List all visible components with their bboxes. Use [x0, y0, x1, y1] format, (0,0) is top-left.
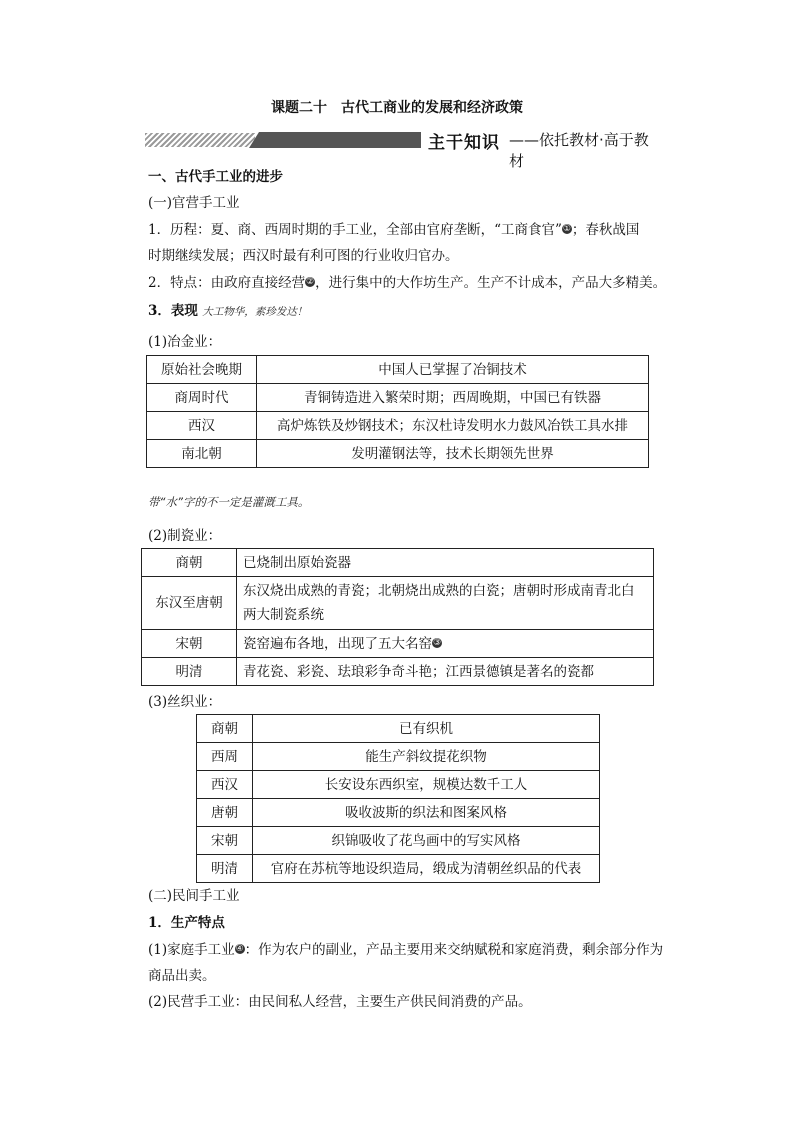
table-cell: 中国人已掌握了冶铜技术 — [257, 356, 649, 384]
table-row — [142, 577, 654, 630]
metal-label: (1)冶金业： — [148, 334, 222, 350]
sub-heading: 1．生产特点 — [148, 915, 225, 931]
table-cell: 东汉至唐朝 — [142, 577, 237, 630]
table-cell: 西周 — [197, 743, 253, 771]
silk-label: (3)丝织业： — [148, 694, 222, 710]
table-row — [147, 384, 649, 412]
table-cell: 原始社会晚期 — [147, 356, 257, 384]
silk-table — [196, 714, 600, 883]
porcelain-label: (2)制瓷业： — [148, 528, 222, 544]
table-row — [197, 715, 600, 743]
text: 瓷窑遍布各地，出现了五大名窑 — [243, 635, 432, 652]
porcelain-table — [141, 548, 654, 686]
table-cell: 商周时代 — [147, 384, 257, 412]
table-row — [197, 743, 600, 771]
text: ：作为农户的副业，产品主要用来交纳赋税和家庭消费，剩余部分作为 — [244, 942, 664, 958]
section-heading: 一、古代手工业的进步 — [148, 169, 283, 185]
table-row — [142, 658, 654, 686]
table-cell: 发明灌钢法等，技术长期领先世界 — [257, 440, 649, 468]
subsection-heading: (一)官营手工业 — [148, 195, 240, 211]
table-cell: 商朝 — [197, 715, 253, 743]
table-cell: 宋朝 — [197, 827, 253, 855]
handwritten-note: 大工物华，素珍发达！ — [202, 306, 308, 318]
table-row — [147, 412, 649, 440]
table-cell: 明清 — [142, 658, 237, 686]
table-cell: 南北朝 — [147, 440, 257, 468]
subsection-heading: (二)民间手工业 — [148, 888, 240, 904]
paragraph-history-1 — [148, 218, 639, 238]
footnote-marker: ③ — [432, 637, 442, 648]
table-cell: 青铜铸造进入繁荣时期；西周晚期，中国已有铁器 — [257, 384, 649, 412]
table-cell: 宋朝 — [142, 630, 237, 658]
paragraph-feature — [148, 271, 666, 291]
text: 2．特点：由政府直接经营 — [148, 275, 306, 291]
table-row — [197, 855, 600, 883]
table-row — [197, 771, 600, 799]
section-banner — [145, 128, 655, 170]
table-cell — [237, 630, 654, 658]
banner-subheading: ——依托教材·高于教材 — [509, 131, 649, 170]
table-cell: 东汉烧出成熟的青瓷；北朝烧出成熟的白瓷；唐朝时形成南青北白两大制瓷系统 — [237, 577, 654, 630]
banner-heading: 主干知识 — [428, 133, 500, 153]
handwritten-note: 带“水”字的不一定是灌溉工具。 — [148, 495, 310, 509]
paragraph-family-2: 商品出卖。 — [148, 968, 216, 984]
paragraph-history-2: 时期继续发展；西汉时最有利可图的行业收归官办。 — [148, 248, 459, 264]
table-cell: 高炉炼铁及炒钢技术；东汉杜诗发明水力鼓风冶铁工具水排 — [257, 412, 649, 440]
table-cell: 西汉 — [147, 412, 257, 440]
text: ，进行集中的大作坊生产。生产不计成本，产品大多精美。 — [315, 275, 667, 291]
table-row — [142, 630, 654, 658]
table-row — [142, 549, 654, 577]
table-row — [197, 827, 600, 855]
table-cell: 青花瓷、彩瓷、珐琅彩争奇斗艳；江西景德镇是著名的瓷都 — [237, 658, 654, 686]
table-row — [147, 356, 649, 384]
banner-stripe — [145, 133, 255, 147]
metal-table — [146, 355, 649, 468]
table-cell: 明清 — [197, 855, 253, 883]
paragraph-family-1 — [148, 938, 663, 958]
page-title: 课题二十 古代工商业的发展和经济政策 — [271, 100, 523, 116]
table-cell: 织锦吸收了花鸟画中的写实风格 — [253, 827, 600, 855]
footnote-marker: ① — [562, 224, 571, 234]
table-row — [147, 440, 649, 468]
banner-bar — [259, 132, 421, 148]
table-cell: 商朝 — [142, 549, 237, 577]
table-cell: 长安设东西织室，规模达数千工人 — [253, 771, 600, 799]
table-cell: 能生产斜纹提花织物 — [253, 743, 600, 771]
text: 1．历程：夏、商、西周时期的手工业，全部由官府垄断，“工商食官” — [148, 222, 562, 238]
table-cell: 官府在苏杭等地设织造局，缎成为清朝丝织品的代表 — [253, 855, 600, 883]
table-cell: 西汉 — [197, 771, 253, 799]
table-cell: 已烧制出原始瓷器 — [237, 549, 654, 577]
paragraph-performance — [148, 299, 307, 319]
table-row — [197, 799, 600, 827]
text: ；春秋战国 — [571, 222, 640, 238]
table-cell: 已有织机 — [253, 715, 600, 743]
text: 3．表现 — [148, 303, 198, 319]
footnote-marker: ④ — [235, 944, 244, 954]
footnote-marker: ② — [306, 277, 315, 287]
text: (1)家庭手工业 — [148, 942, 235, 958]
paragraph-private: (2)民营手工业：由民间私人经营，主要生产供民间消费的产品。 — [148, 994, 532, 1010]
banner-wedge — [249, 132, 259, 148]
table-cell: 吸收波斯的织法和图案风格 — [253, 799, 600, 827]
table-cell: 唐朝 — [197, 799, 253, 827]
